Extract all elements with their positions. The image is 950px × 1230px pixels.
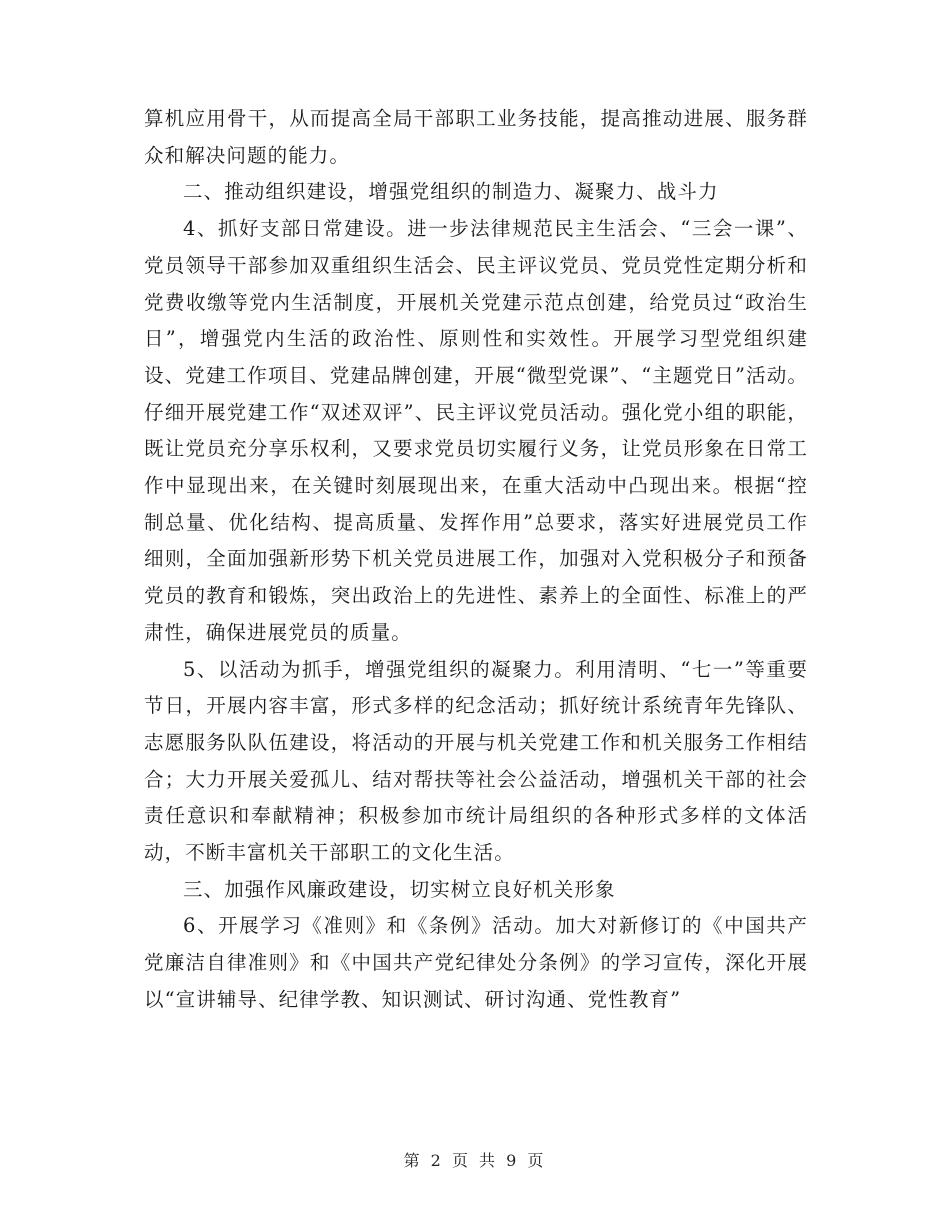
paragraph-item-6: 6、开展学习《准则》和《条例》活动。加大对新修订的《中国共产党廉洁自律准则》和《中国共产党纪律处分条例》的学习宣传，深化开展以“宣讲辅导、纪律学教、知识测试、研讨沟通、党性教育” <box>144 914 808 1011</box>
section-heading-3: 三、加强作风廉政建设，切实树立良好机关形象 <box>183 877 616 901</box>
page-number-footer: 第 2 页 共 9 页 <box>403 1151 547 1170</box>
paragraph-item-5: 5、以活动为抓手，增强党组织的凝聚力。利用清明、“七一”等重要节日，开展内容丰富，形式多样的纪念活动；抓好统计系统青年先锋队、志愿服务队队伍建设，将活动的开展与机关党建工作和机关服务工作相结合；大力开展关爱孤儿、结对帮扶等社会公益活动，增强机关干部的社会责任意识和奉献精神；积极参加市统计局组织的各种形式多样的文体活动，不断丰富机关干部职工的文化生活。 <box>144 657 808 865</box>
section-heading-2: 二、推动组织建设，增强党组织的制造力、凝聚力、战斗力 <box>183 180 719 204</box>
page-body <box>144 101 808 1019</box>
paragraph-item-4: 4、抓好支部日常建设。进一步法律规范民主生活会、“三会一课”、党员领导干部参加双重组织生活会、民主评议党员、党员党性定期分析和党费收缴等党内生活制度，开展机关党建示范点创建，给党员过“政治生日”，增强党内生活的政治性、原则性和实效性。开展学习型党组织建设、党建工作项目、党建品牌创建，开展“微型党课”、“主题党日”活动。仔细开展党建工作“双述双评”、民主评议党员活动。强化党小组的职能，既让党员充分享乐权利，又要求党员切实履行义务，让党员形象在日常工作中显现出来，在关键时刻展现出来，在重大活动中凸现出来。根据“控制总量、优化结构、提高质量、发挥作用”总要求，落实好进展党员工作细则，全面加强新形势下机关党员进展工作，加强对入党积极分子和预备党员的教育和锻炼，突出政治上的先进性、素养上的全面性、标准上的严肃性，确保进展党员的质量。 <box>144 217 808 644</box>
paragraph-continuation: 算机应用骨干，从而提高全局干部职工业务技能，提高推动进展、服务群众和解决问题的能力。 <box>144 107 808 167</box>
